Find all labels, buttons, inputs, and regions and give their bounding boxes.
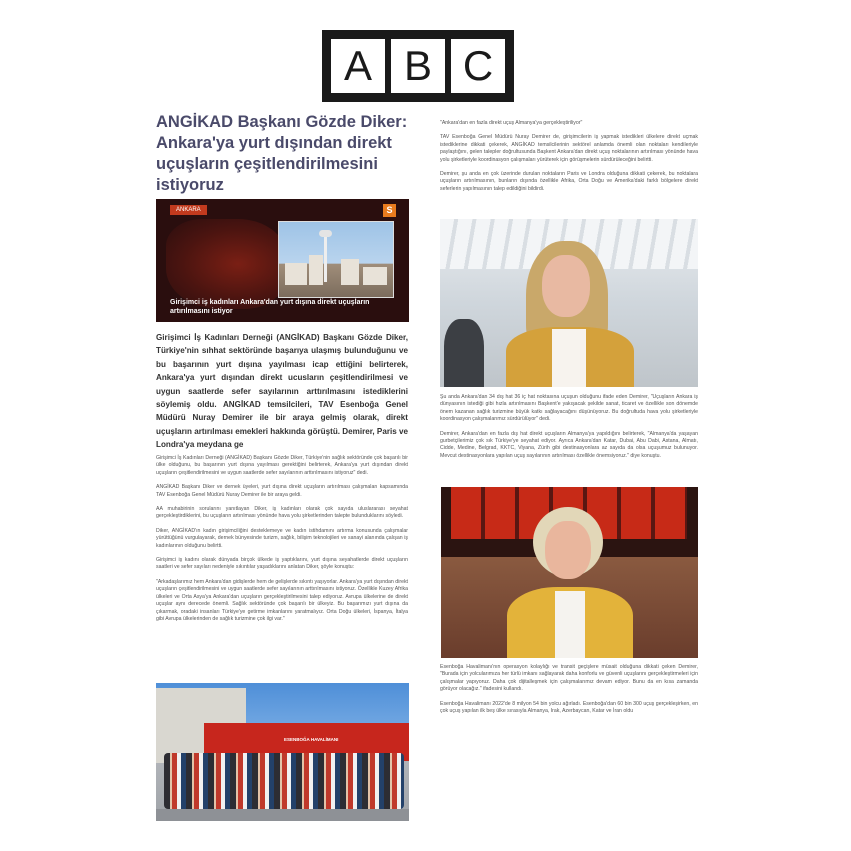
- gozde-diker-photo: [441, 487, 698, 658]
- subheading: "Ankara'dan en fazla direkt uçuş Almanya'ya gerçekleştiriliyor": [440, 120, 583, 126]
- body-paragraph: Esenboğa Havalimanı'nın operasyon kolaylığı ve transit geçişlere müsait olduğuna dikkati çeken Demirer, "Burada için yolcularımıza her türlü imkanı sağlayarak daha konforlu ve güvenli uçuşlarını gerçekleştirmeleri için çalışmalar yapıyoruz. Daha çok dijitalleşmek için çalışmalarımız devam ediyor. Bunu da en kısa zamanda görüyor olacağız." ifadesini kullandı.: [440, 664, 698, 693]
- screenshot-caption: Girişimci iş kadınları Ankara'dan yurt dışına direkt uçuşların artırılmasını istiyor: [170, 299, 370, 315]
- turkey-map-graphic: [166, 219, 286, 309]
- body-paragraph: Şu anda Ankara'dan 34 dış hat 36 iç hat noktasına uçuşun olduğunu ifade eden Demirer, "Uçuşların Ankara iş dünyasının istediği gibi hızla artırılmasını Başkent'e yakışacak şekilde sanat, ticaret ve özellikle son dönemde önem kazanan sağlık turizmine büyük katkı sağlayacağını düşünüyoruz. Bu doğrultuda hava yolu şirketleriyle koordinasyon çalışmalarımız sürdürülüyor" dedi.: [440, 394, 698, 423]
- ankara-news-screenshot: [156, 199, 409, 322]
- body-paragraph: AA muhabirinin sorularını yanıtlayan Diker, iş kadınları olarak çok sayıda uluslararası seyahat gerçekleştirdiklerini, bu uçuşların artırılması yönünde hava yolu şirketlerinden talepte bulunduklarını söyledi.: [156, 506, 408, 520]
- lead-paragraph: Girişimci İş Kadınları Derneği (ANGİKAD) Başkanı Gözde Diker, Türkiye'nin sıhhat sektöründe başarıya ulaşmış bulunduğunu ve bu başarının yurt dışına yayılması icap ettiğini belirterek, Ankara'ya yurt dışından direkt ucusların çeşitlendirilmesi ve uygun saatlerde sefer sayılarının arttırılmasını istediklerini söylemiş oldu. ANGİKAD temsilcileri, TAV Esenboğa Genel Müdürü Nuray Demirer ile bir araya gelmiş olarak, direkt uçuşların artırılması emekleri hakkında görüştü. Demirer, Paris ve Londra'ya meydana ge: [156, 333, 408, 450]
- body-paragraph: TAV Esenboğa Genel Müdürü Nuray Demirer de, girişimcilerin iş yapmak istedikleri ülkelere direkt uçmak istediklerine dikkati çekerek, ANGİKAD temsilcilerinin sektörel anlamda önemli olan noktaları kendileriyle paylaştığını, gelen talepler doğrultusunda Başkent Ankara'dan direkt uçuş noktalarının artırılması yönünde hava yolu şirketleriyle koordinasyon çalışmaları yürüterek için görüşmelerin sürdürüleceğini belirtti.: [440, 134, 698, 163]
- truck-label: ESENBOĞA HAVALİMANI: [284, 737, 339, 742]
- body-paragraph: Diker, ANGİKAD'ın kadın girişimciliğini desteklemeye ve kadın istihdamını artırma konusunda çalışmalar yürüttüğünü vurgulayarak, dernek bünyesinde turizm, sağlık, bilişim teknolojileri ve sanayi alanında çalışan iş kadınlarının olduğunu belirtti.: [156, 527, 408, 549]
- group-photo: [156, 683, 409, 821]
- body-paragraph: Girişimci İş Kadınları Derneği (ANGİKAD) Başkanı Gözde Diker, Türkiye'nin sağlık sektöründe çok başarılı bir ülke olduğunu, bu başarının yurt dışına yayılması gerektiğini belirterek, Ankara'ya yurt dışından direkt uçuşların çeşitlendirilmesini ve uygun saatlerde sefer sayılarının arttırılmasını istiyoruz" dedi.: [156, 455, 408, 476]
- ankara-skyline-photo: [278, 221, 394, 298]
- lead-block: [156, 331, 408, 452]
- body-paragraph: Girişimci iş kadını olarak dünyada birçok ülkede iş yaptıklarını, yurt dışına seyahatlerde direkt uçuşların saatleri ve sefer sayıları nedeniyle sıkıntılar yaşadıklarını anlatan Diker, şöyle konuştu:: [156, 557, 408, 571]
- nuray-demirer-photo: [440, 219, 698, 387]
- right-column-bottom: [440, 664, 698, 722]
- right-column-mid: [440, 394, 698, 467]
- logo-letter: C: [451, 39, 505, 93]
- right-column-top: [440, 120, 698, 200]
- body-paragraph: Demirer, şu anda en çok üzerinde durulan noktaların Paris ve Londra olduğuna dikkati çekerek, bu noktalara uçuşların artırılmasının, bunların dışında özellikle Afrika, Orta Doğu ve Amerika'daki farklı bölgelere direkt seferlerin yapılmasının talep edildiğini bildirdi.: [440, 171, 698, 192]
- body-paragraph: Demirer, Ankara'dan en fazla dış hat direkt uçuşların Almanya'ya yapıldığını belirterek, "Almanya'da yaşayan gurbetçilerimiz çok sık Türkiye'ye seyahat ediyor. Ayrıca Ankara'dan Katar, Dubai, Abu Dabi, Astana, Almatı, Cidde, Medine, Belgrad, KKTC, Viyana, Zürih gibi destinasyonlara az sayıda da olsa uçuşumuz bulunuyor. Mevcut destinasyonlara yapılan uçuş sayılarının artırılması özellikle önemsiyoruz." diye konuştu.: [440, 430, 698, 459]
- left-column: [156, 112, 418, 196]
- channel-badge: S: [383, 204, 396, 217]
- abc-logo: [322, 30, 514, 102]
- logo-letter: B: [391, 39, 445, 93]
- body-paragraph: ANGİKAD Başkanı Diker ve dernek üyeleri, yurt dışına direkt uçuşların artırılması çalışmaları kapsamında TAV Esenboğa Genel Müdürü Nuray Demirer ile bir araya geldi.: [156, 484, 408, 498]
- atakule-tower: [324, 230, 327, 282]
- left-body: [156, 455, 408, 630]
- location-tag: ANKARA: [170, 205, 207, 215]
- body-paragraph: "Arkadaşlarımız hem Ankara'dan gidişlerde hem de gelişlerde sıkıntı yaşıyorlar. Ankara'ya yurt dışından direkt uçuşların çeşitlendirilmesini ve uygun saatlerde sefer sayılarının arttırılmasını istiyoruz. Özellikle Kuzey Afrika ülkeleri ve Orta Asya'ya Ankara'dan uçuşların gerçekleştirilmesini talep ediyoruz. Avrupa ülkelerine de direkt uçuşlar aynı derecede önemli. Sağlık sektöründe çok başarılı bir ülkeyiz. Bu başarımızı yurt dışına da çıkarmak, oradaki insanları Türkiye'ye getirme imkanlarını yaratmalıyız. Orta Doğu ülkeleri, İspanya, İtalya gibi Avrupa ülkelerinden de sağlık turizmine çok ilgi var.": [156, 578, 408, 622]
- group-of-people: [164, 753, 404, 809]
- body-paragraph: Esenboğa Havalimanı 2022'de 8 milyon 54 bin yolcu ağırladı. Esenboğa'dan 60 bin 300 uçuş gerçekleşirken, en çok uçuş yapılan ilk beş ülke sırasıyla Almanya, Irak, Azerbaycan, Katar ve İran oldu: [440, 700, 698, 715]
- logo-letter: A: [331, 39, 385, 93]
- article-headline: ANGİKAD Başkanı Gözde Diker: Ankara'ya yurt dışından direkt uçuşların çeşitlendirilmesini istiyoruz: [156, 113, 408, 194]
